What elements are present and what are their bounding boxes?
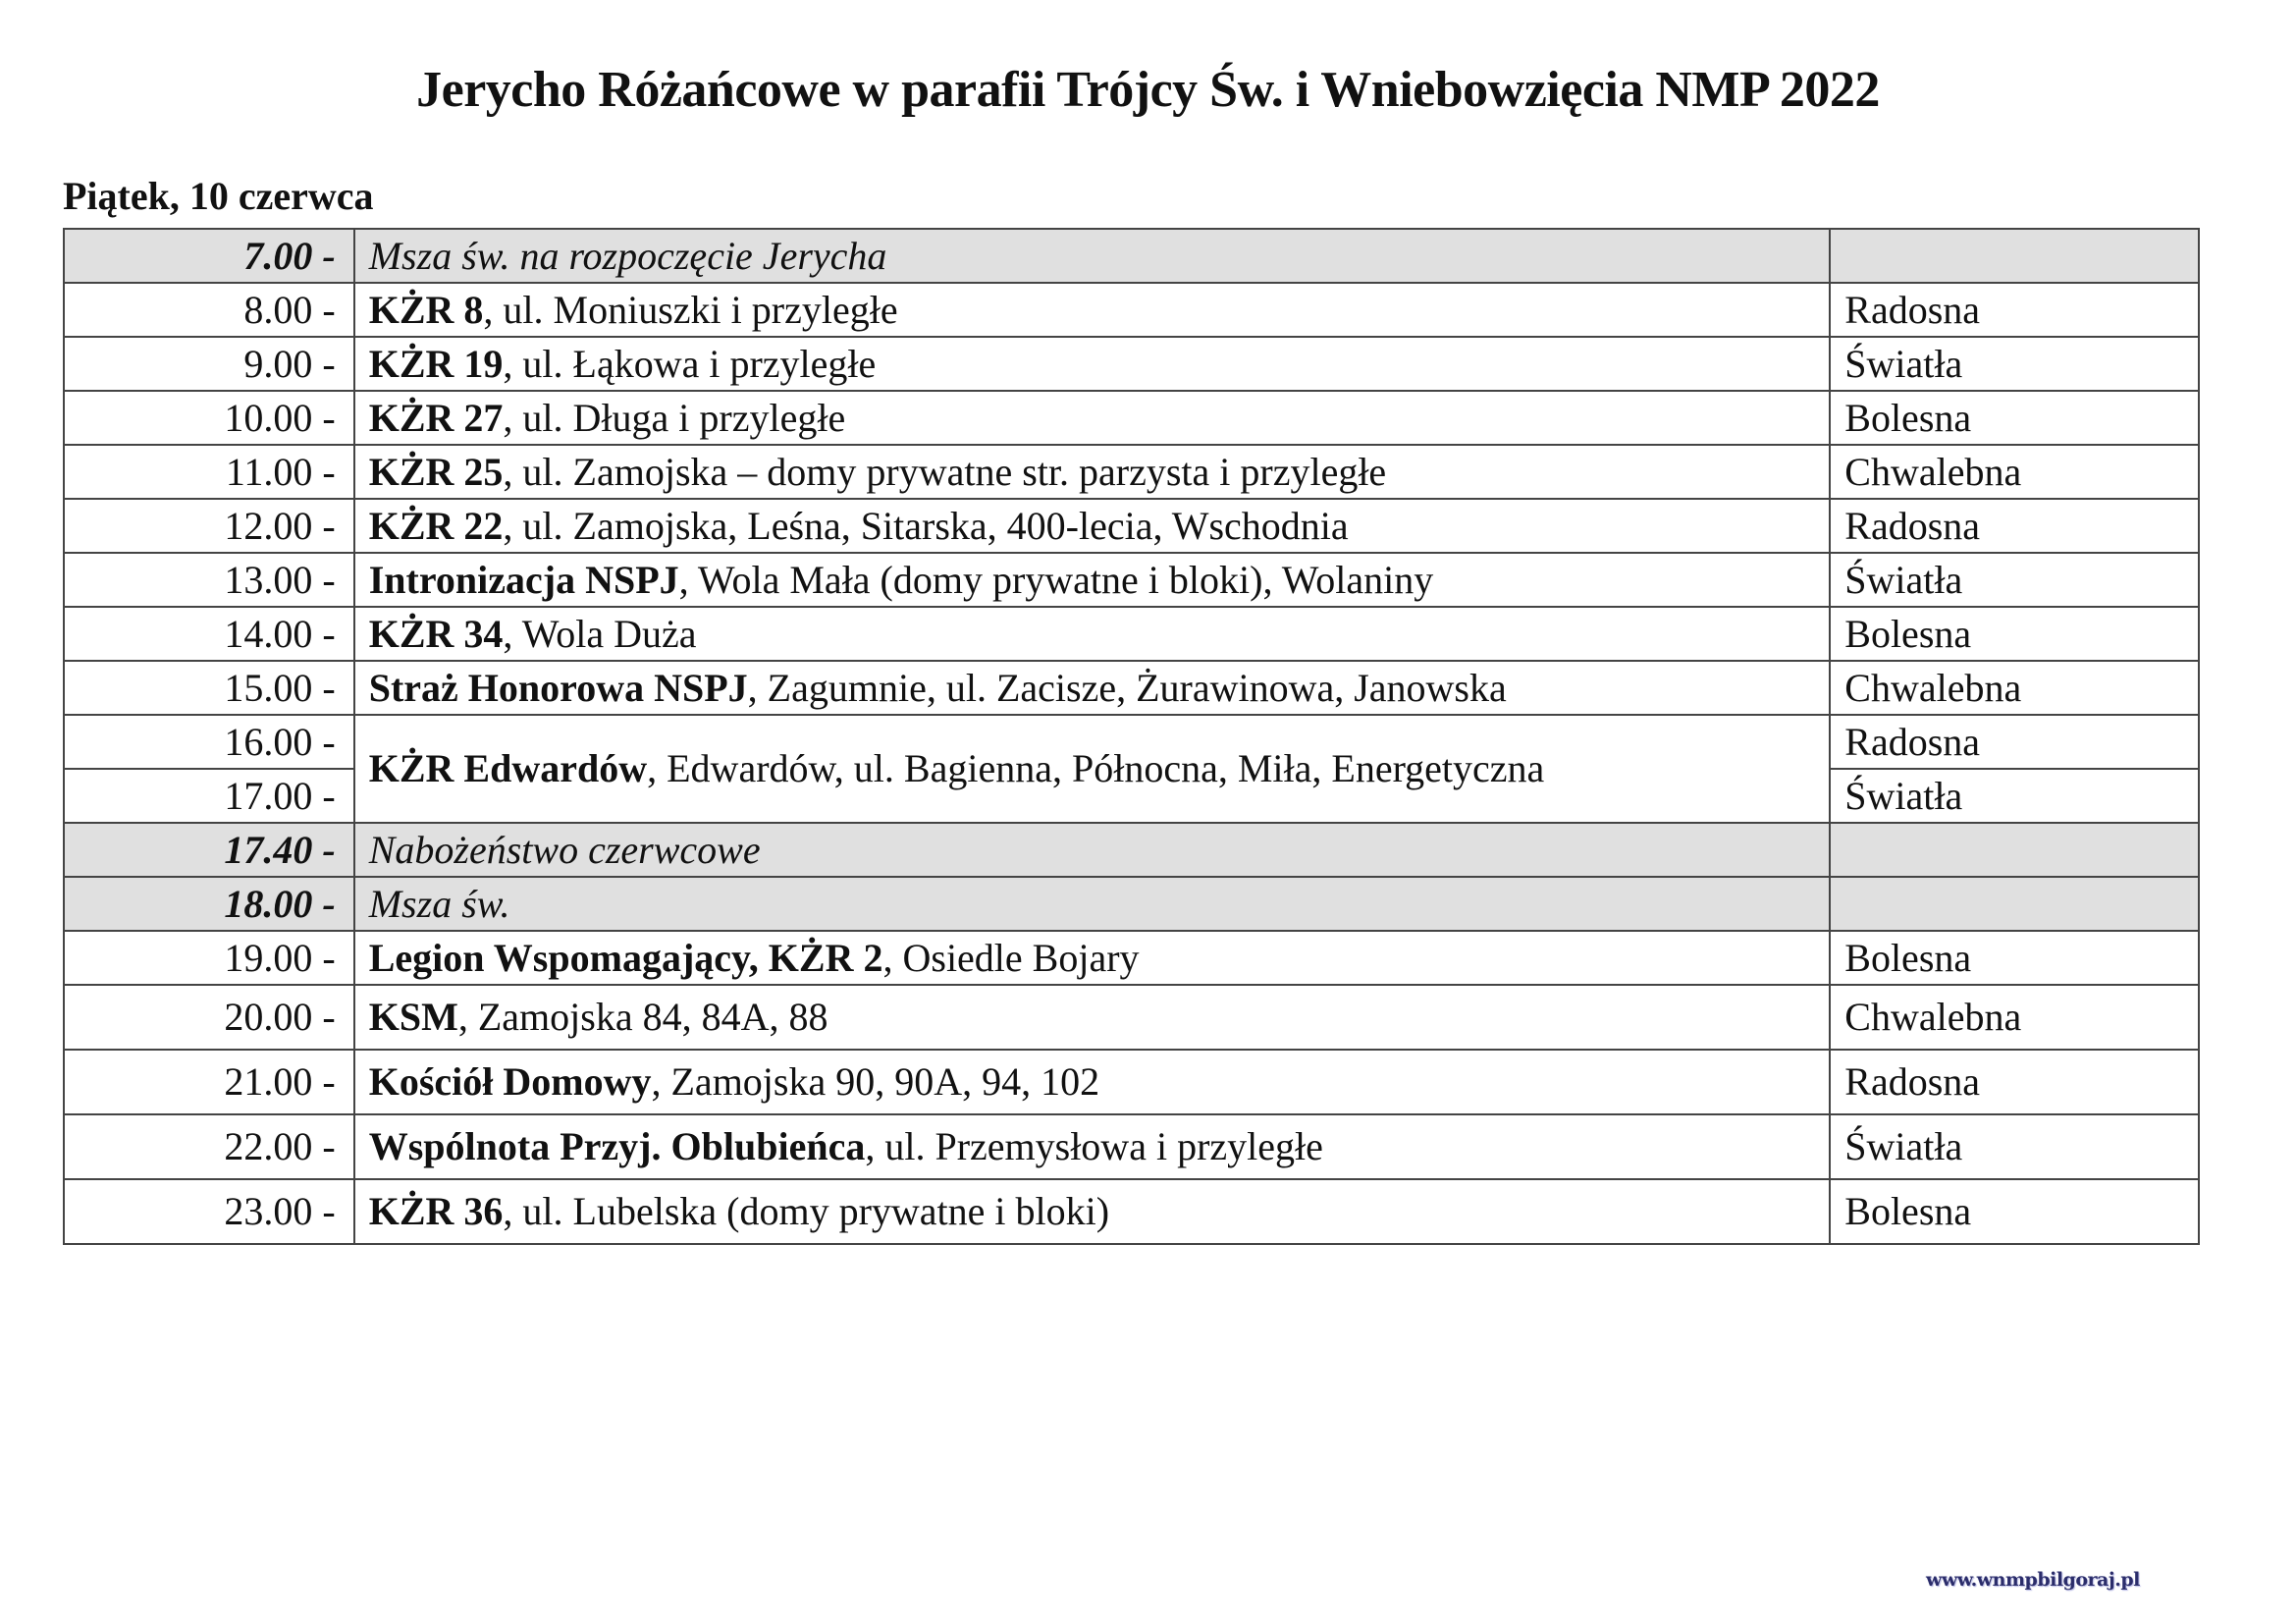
place-text: , ul. Zamojska – domy prywatne str. parzysta i przyległe [503, 449, 1387, 494]
time-cell: 17.40 - [64, 823, 354, 877]
mystery-cell: Radosna [1830, 1050, 2199, 1114]
time-cell: 13.00 - [64, 553, 354, 607]
time-cell: 19.00 - [64, 931, 354, 985]
time-cell: 21.00 - [64, 1050, 354, 1114]
place-cell [354, 1050, 1831, 1114]
place-cell [354, 661, 1831, 715]
mystery-cell [1830, 823, 2199, 877]
group-name: Straż Honorowa NSPJ [368, 665, 748, 710]
place-text: , ul. Moniuszki i przyległe [483, 287, 898, 332]
time-cell: 18.00 - [64, 877, 354, 931]
table-row [64, 553, 2199, 607]
place-cell [354, 1179, 1831, 1244]
place-text: , ul. Lubelska (domy prywatne i bloki) [503, 1189, 1110, 1233]
place-text: , Zamojska 84, 84A, 88 [457, 995, 828, 1039]
time-cell: 15.00 - [64, 661, 354, 715]
place-cell [354, 499, 1831, 553]
table-row [64, 607, 2199, 661]
table-row [64, 229, 2199, 283]
time-cell: 11.00 - [64, 445, 354, 499]
place-text: , Zagumnie, ul. Zacisze, Żurawinowa, Janowska [747, 665, 1507, 710]
group-name: KŻR 8 [368, 287, 484, 332]
group-name: KŻR 34 [368, 611, 504, 656]
time-cell: 20.00 - [64, 985, 354, 1050]
mystery-cell: Światła [1830, 769, 2199, 823]
place-cell [354, 931, 1831, 985]
place-text: , Edwardów, ul. Bagienna, Północna, Miła, Energetyczna [647, 746, 1545, 790]
group-name: KSM [368, 995, 458, 1039]
place-text: , ul. Zamojska, Leśna, Sitarska, 400-lecia, Wschodnia [503, 503, 1349, 548]
place-cell [354, 391, 1831, 445]
table-row [64, 661, 2199, 715]
group-name: Legion Wspomagający, KŻR 2 [368, 935, 883, 980]
time-cell: 8.00 - [64, 283, 354, 337]
mystery-cell: Radosna [1830, 715, 2199, 769]
event-cell: Nabożeństwo czerwcowe [354, 823, 1831, 877]
table-row [64, 499, 2199, 553]
time-cell: 9.00 - [64, 337, 354, 391]
table-row [64, 445, 2199, 499]
group-name: KŻR 36 [368, 1189, 504, 1233]
place-text: , Zamojska 90, 90A, 94, 102 [651, 1059, 1100, 1104]
mystery-cell: Bolesna [1830, 931, 2199, 985]
mystery-cell [1830, 229, 2199, 283]
place-cell [354, 337, 1831, 391]
group-name: KŻR Edwardów [368, 746, 648, 790]
day-heading: Piątek, 10 czerwca [63, 174, 374, 218]
schedule-table [63, 228, 2200, 1245]
group-name: KŻR 22 [368, 503, 504, 548]
mystery-cell: Bolesna [1830, 1179, 2199, 1244]
group-name: Wspólnota Przyj. Oblubieńca [368, 1124, 866, 1168]
time-cell: 16.00 - [64, 715, 354, 769]
table-row [64, 877, 2199, 931]
place-cell [354, 1114, 1831, 1179]
time-cell: 23.00 - [64, 1179, 354, 1244]
place-text: , Wola Mała (domy prywatne i bloki), Wolaniny [678, 557, 1434, 602]
table-row [64, 391, 2199, 445]
mystery-cell: Radosna [1830, 499, 2199, 553]
group-name: Intronizacja NSPJ [368, 557, 679, 602]
table-row [64, 985, 2199, 1050]
place-cell [354, 607, 1831, 661]
place-cell-merged [354, 715, 1831, 823]
table-row [64, 1050, 2199, 1114]
place-text: , ul. Łąkowa i przyległe [503, 341, 877, 386]
time-cell: 12.00 - [64, 499, 354, 553]
time-cell: 22.00 - [64, 1114, 354, 1179]
place-cell [354, 283, 1831, 337]
mystery-cell: Chwalebna [1830, 445, 2199, 499]
mystery-cell: Światła [1830, 337, 2199, 391]
group-name: Kościół Domowy [368, 1059, 652, 1104]
place-cell [354, 553, 1831, 607]
place-cell [354, 445, 1831, 499]
time-cell: 17.00 - [64, 769, 354, 823]
table-row [64, 823, 2199, 877]
table-row [64, 931, 2199, 985]
place-text: , ul. Długa i przyległe [503, 395, 846, 440]
place-text: , Wola Duża [503, 611, 697, 656]
mystery-cell: Światła [1830, 553, 2199, 607]
mystery-cell: Chwalebna [1830, 661, 2199, 715]
document-title: Jerycho Różańcowe w parafii Trójcy Św. i Wniebowzięcia NMP 2022 [416, 62, 1880, 118]
place-text: , Osiedle Bojary [882, 935, 1140, 980]
website-watermark: www.wnmpbilgoraj.pl [1926, 1569, 2140, 1591]
table-row [64, 715, 2199, 769]
table-row [64, 283, 2199, 337]
group-name: KŻR 19 [368, 341, 504, 386]
mystery-cell: Radosna [1830, 283, 2199, 337]
place-cell [354, 985, 1831, 1050]
time-cell: 14.00 - [64, 607, 354, 661]
table-row [64, 337, 2199, 391]
time-cell: 7.00 - [64, 229, 354, 283]
time-cell: 10.00 - [64, 391, 354, 445]
group-name: KŻR 25 [368, 449, 504, 494]
event-cell: Msza św. [354, 877, 1831, 931]
mystery-cell [1830, 877, 2199, 931]
mystery-cell: Chwalebna [1830, 985, 2199, 1050]
event-cell: Msza św. na rozpoczęcie Jerycha [354, 229, 1831, 283]
group-name: KŻR 27 [368, 395, 504, 440]
mystery-cell: Bolesna [1830, 391, 2199, 445]
place-text: , ul. Przemysłowa i przyległe [865, 1124, 1323, 1168]
mystery-cell: Światła [1830, 1114, 2199, 1179]
table-row [64, 1114, 2199, 1179]
mystery-cell: Bolesna [1830, 607, 2199, 661]
table-row [64, 1179, 2199, 1244]
